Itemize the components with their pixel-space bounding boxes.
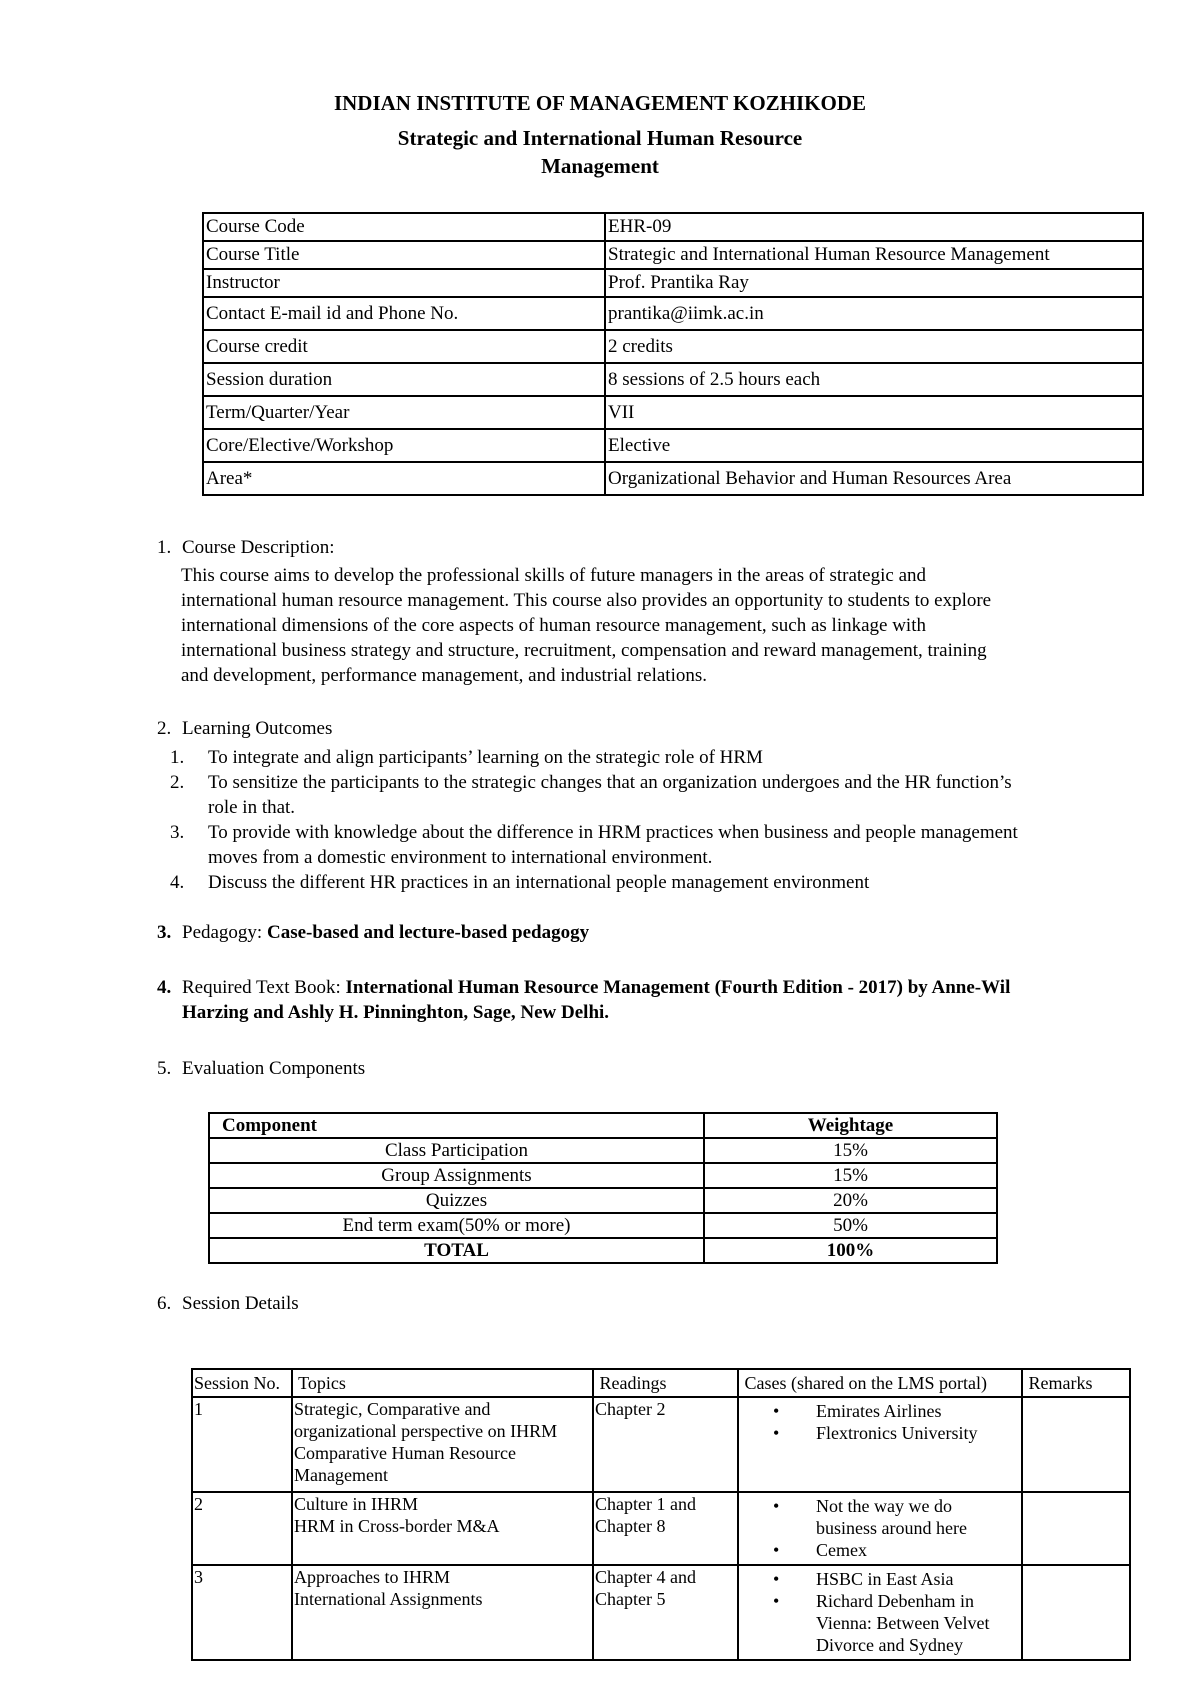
course-info-row bbox=[203, 363, 1143, 396]
course-info-label: Term/Quarter/Year bbox=[203, 396, 605, 429]
evaluation-total-row bbox=[209, 1238, 997, 1263]
column-header-session-no: Session No. bbox=[192, 1369, 292, 1397]
course-description-text bbox=[181, 563, 1141, 688]
reading-line: Chapter 1 and bbox=[595, 1494, 696, 1514]
course-heading-line-1: Strategic and International Human Resource bbox=[397, 126, 803, 150]
description-line: This course aims to develop the professional skills of future managers in the areas of strategic and bbox=[181, 565, 926, 586]
learning-outcomes-list bbox=[170, 745, 1160, 895]
list-item bbox=[170, 770, 1160, 820]
evaluation-weightage: 15% bbox=[704, 1138, 997, 1163]
evaluation-weightage: 15% bbox=[704, 1163, 997, 1188]
course-info-value: VII bbox=[605, 396, 1143, 429]
topic-line: Comparative Human Resource bbox=[294, 1443, 516, 1463]
course-info-row bbox=[203, 297, 1143, 330]
session-topics bbox=[292, 1397, 593, 1492]
topic-line: Management bbox=[294, 1465, 388, 1485]
topic-line: Culture in IHRM bbox=[294, 1494, 418, 1514]
session-topics bbox=[292, 1492, 593, 1565]
course-info-value: 2 credits bbox=[605, 330, 1143, 363]
course-heading bbox=[0, 124, 1200, 180]
section-number: 5. bbox=[157, 1058, 172, 1079]
section-number: 4. bbox=[157, 977, 172, 998]
session-cases bbox=[738, 1565, 1022, 1660]
session-cases bbox=[738, 1492, 1022, 1565]
case-item bbox=[740, 1590, 1020, 1656]
case-item bbox=[740, 1422, 1020, 1444]
column-header-topics: Topics bbox=[292, 1369, 593, 1397]
session-readings bbox=[593, 1565, 738, 1660]
course-info-value: Strategic and International Human Resource Management bbox=[605, 241, 1143, 269]
evaluation-table bbox=[208, 1112, 998, 1264]
column-header-readings: Readings bbox=[593, 1369, 738, 1397]
session-number: 1 bbox=[192, 1397, 292, 1492]
topic-line: Approaches to IHRM bbox=[294, 1567, 450, 1587]
session-row bbox=[192, 1565, 1130, 1660]
case-line: • Emirates Airlines bbox=[816, 1401, 942, 1421]
item-text-continued: moves from a domestic environment to international environment. bbox=[208, 847, 713, 868]
course-info-row bbox=[203, 269, 1143, 297]
item-number: 4. bbox=[170, 872, 185, 893]
evaluation-total-value: 100% bbox=[704, 1238, 997, 1263]
evaluation-total-label: TOTAL bbox=[209, 1238, 704, 1263]
course-info-label: Session duration bbox=[203, 363, 605, 396]
course-info-row bbox=[203, 462, 1143, 495]
topic-line: organizational perspective on IHRM bbox=[294, 1421, 558, 1441]
session-readings bbox=[593, 1492, 738, 1565]
text-book-label: Required Text Book: bbox=[182, 977, 346, 998]
session-remarks bbox=[1022, 1397, 1130, 1492]
course-info-value: Organizational Behavior and Human Resources Area bbox=[605, 462, 1143, 495]
course-info-value: EHR-09 bbox=[605, 213, 1143, 241]
section-pedagogy bbox=[157, 922, 589, 944]
topic-line: HRM in Cross-border M&A bbox=[294, 1516, 500, 1536]
item-text: To integrate and align participants’ learning on the strategic role of HRM bbox=[208, 747, 763, 768]
session-header-row bbox=[192, 1369, 1130, 1397]
reading-line: Chapter 5 bbox=[595, 1589, 666, 1609]
section-number: 2. bbox=[157, 718, 172, 739]
case-item bbox=[740, 1568, 1020, 1590]
description-line: international human resource management. This course also provides an opportunity to students to explore bbox=[181, 590, 992, 611]
course-info-row bbox=[203, 213, 1143, 241]
section-title: Evaluation Components bbox=[182, 1058, 366, 1079]
text-book-title: International Human Resource Management (Fourth Edition - 2017) by Anne-Wil bbox=[345, 977, 1011, 998]
session-details-table bbox=[191, 1368, 1131, 1661]
section-session-details-heading bbox=[157, 1293, 299, 1315]
evaluation-row bbox=[209, 1213, 997, 1238]
reading-line: Chapter 4 and bbox=[595, 1567, 696, 1587]
section-text-book bbox=[157, 975, 1167, 1025]
section-number: 3. bbox=[157, 922, 172, 943]
description-line: international dimensions of the core aspects of human resource management, such as linkage with bbox=[181, 615, 926, 636]
column-header-cases: Cases (shared on the LMS portal) bbox=[738, 1369, 1022, 1397]
course-info-label: Course Code bbox=[203, 213, 605, 241]
item-number: 3. bbox=[170, 822, 185, 843]
description-line: international business strategy and structure, recruitment, compensation and reward management, training bbox=[181, 640, 987, 661]
column-header-weightage: Weightage bbox=[704, 1113, 997, 1138]
institute-name: INDIAN INSTITUTE OF MANAGEMENT KOZHIKODE bbox=[333, 91, 867, 115]
session-row bbox=[192, 1397, 1130, 1492]
cases-list bbox=[740, 1400, 1020, 1444]
section-title: Session Details bbox=[182, 1293, 299, 1314]
case-line: • Cemex bbox=[816, 1540, 867, 1560]
course-info-row bbox=[203, 330, 1143, 363]
column-header-component: Component bbox=[209, 1113, 704, 1138]
section-title: Course Description: bbox=[182, 537, 335, 558]
item-text: To provide with knowledge about the difference in HRM practices when business and people management bbox=[208, 822, 1018, 843]
list-item bbox=[170, 745, 1160, 770]
evaluation-row bbox=[209, 1138, 997, 1163]
course-info-label: Contact E-mail id and Phone No. bbox=[203, 297, 605, 330]
list-item bbox=[170, 820, 1160, 870]
course-info-label: Instructor bbox=[203, 269, 605, 297]
cases-list bbox=[740, 1495, 1020, 1561]
course-info-table bbox=[202, 212, 1144, 496]
section-evaluation-heading bbox=[157, 1058, 365, 1080]
text-book-title-continued: Harzing and Ashly H. Pinninghton, Sage, New Delhi. bbox=[182, 1002, 610, 1023]
course-info-label: Core/Elective/Workshop bbox=[203, 429, 605, 462]
session-remarks bbox=[1022, 1565, 1130, 1660]
pedagogy-value: Case-based and lecture-based pedagogy bbox=[266, 922, 590, 943]
topic-line: Strategic, Comparative and bbox=[294, 1399, 491, 1419]
course-info-row bbox=[203, 396, 1143, 429]
section-number: 6. bbox=[157, 1293, 172, 1314]
session-readings bbox=[593, 1397, 738, 1492]
evaluation-row bbox=[209, 1163, 997, 1188]
session-row bbox=[192, 1492, 1130, 1565]
evaluation-row bbox=[209, 1188, 997, 1213]
case-line: Divorce and Sydney bbox=[816, 1635, 963, 1655]
case-line: Vienna: Between Velvet bbox=[816, 1613, 990, 1633]
course-info-row bbox=[203, 241, 1143, 269]
session-cases bbox=[738, 1397, 1022, 1492]
course-info-value: Prof. Prantika Ray bbox=[605, 269, 1143, 297]
item-text: Discuss the different HR practices in an international people management environment bbox=[208, 872, 870, 893]
section-learning-outcomes-heading bbox=[157, 718, 332, 740]
course-info-value: Elective bbox=[605, 429, 1143, 462]
evaluation-weightage: 20% bbox=[704, 1188, 997, 1213]
case-line: business around here bbox=[816, 1518, 967, 1538]
session-remarks bbox=[1022, 1492, 1130, 1565]
session-number: 2 bbox=[192, 1492, 292, 1565]
evaluation-component: End term exam(50% or more) bbox=[209, 1213, 704, 1238]
case-line: • Richard Debenham in bbox=[816, 1591, 974, 1611]
case-item bbox=[740, 1400, 1020, 1422]
evaluation-header-row bbox=[209, 1113, 997, 1138]
case-line: • Not the way we do bbox=[816, 1496, 952, 1516]
item-number: 2. bbox=[170, 772, 185, 793]
item-number: 1. bbox=[170, 747, 185, 768]
description-line: and development, performance management, and industrial relations. bbox=[181, 665, 708, 686]
course-info-value: prantika@iimk.ac.in bbox=[605, 297, 1143, 330]
section-title: Learning Outcomes bbox=[182, 718, 333, 739]
pedagogy-label: Pedagogy: bbox=[182, 922, 267, 943]
evaluation-weightage: 50% bbox=[704, 1213, 997, 1238]
case-line: • HSBC in East Asia bbox=[816, 1569, 954, 1589]
cases-list bbox=[740, 1568, 1020, 1656]
course-info-label: Course credit bbox=[203, 330, 605, 363]
course-info-label: Course Title bbox=[203, 241, 605, 269]
list-item bbox=[170, 870, 1160, 895]
course-info-value: 8 sessions of 2.5 hours each bbox=[605, 363, 1143, 396]
case-item bbox=[740, 1495, 1020, 1539]
session-topics bbox=[292, 1565, 593, 1660]
session-number: 3 bbox=[192, 1565, 292, 1660]
course-heading-line-2: Management bbox=[541, 154, 659, 178]
section-number: 1. bbox=[157, 537, 172, 558]
column-header-remarks: Remarks bbox=[1022, 1369, 1130, 1397]
evaluation-component: Class Participation bbox=[209, 1138, 704, 1163]
course-info-row bbox=[203, 429, 1143, 462]
course-info-label: Area* bbox=[203, 462, 605, 495]
reading-line: Chapter 8 bbox=[595, 1516, 666, 1536]
section-course-description-heading bbox=[157, 537, 335, 559]
case-line: • Flextronics University bbox=[816, 1423, 978, 1443]
evaluation-component: Quizzes bbox=[209, 1188, 704, 1213]
case-item bbox=[740, 1539, 1020, 1561]
topic-line: International Assignments bbox=[294, 1589, 483, 1609]
reading-line: Chapter 2 bbox=[595, 1399, 666, 1419]
evaluation-component: Group Assignments bbox=[209, 1163, 704, 1188]
item-text-continued: role in that. bbox=[208, 797, 296, 818]
item-text: To sensitize the participants to the strategic changes that an organization undergoes and the HR function’s bbox=[208, 772, 1012, 793]
